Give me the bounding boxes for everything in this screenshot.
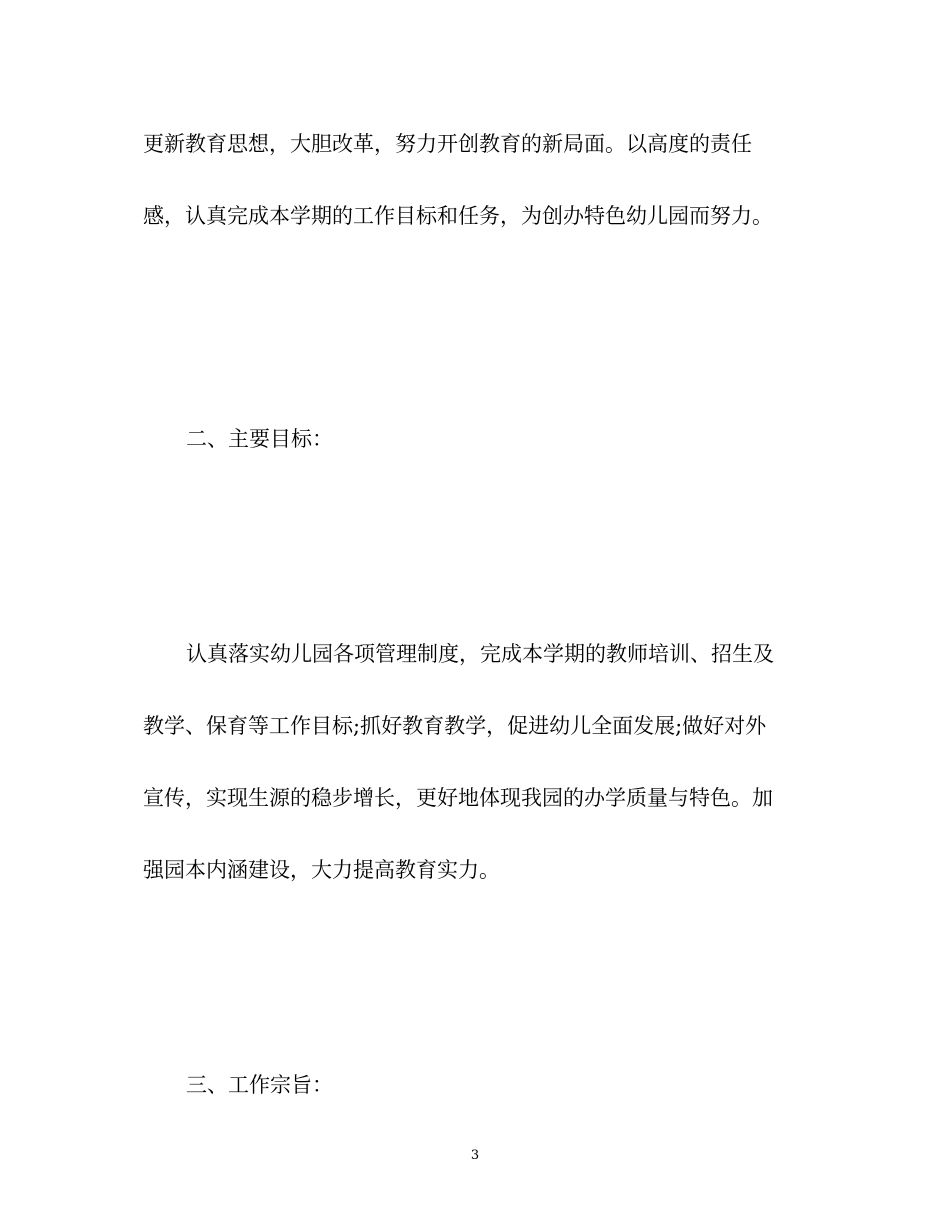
paragraph-2-line-1: 认真落实幼儿园各项管理制度，完成本学期的教师培训、招生及: [186, 642, 774, 666]
section-heading-work-purpose: 三、工作宗旨：: [186, 1073, 333, 1097]
paragraph-2-line-3: 宣传，实现生源的稳步增长，更好地体现我园的办学质量与特色。加: [143, 786, 773, 810]
section-heading-main-goals: 二、主要目标：: [186, 427, 333, 451]
paragraph-1-line-1: 更新教育思想，大胆改革，努力开创教育的新局面。以高度的责任: [143, 132, 752, 156]
paragraph-1-line-2: 感，认真完成本学期的工作目标和任务，为创办特色幼儿园而努力。: [143, 204, 773, 228]
page-number: 3: [470, 1148, 480, 1163]
paragraph-2-line-4: 强园本内涵建设，大力提高教育实力。: [143, 858, 500, 882]
paragraph-2-line-2: 教学、保育等工作目标;抓好教育教学，促进幼儿全面发展;做好对外: [143, 714, 767, 738]
